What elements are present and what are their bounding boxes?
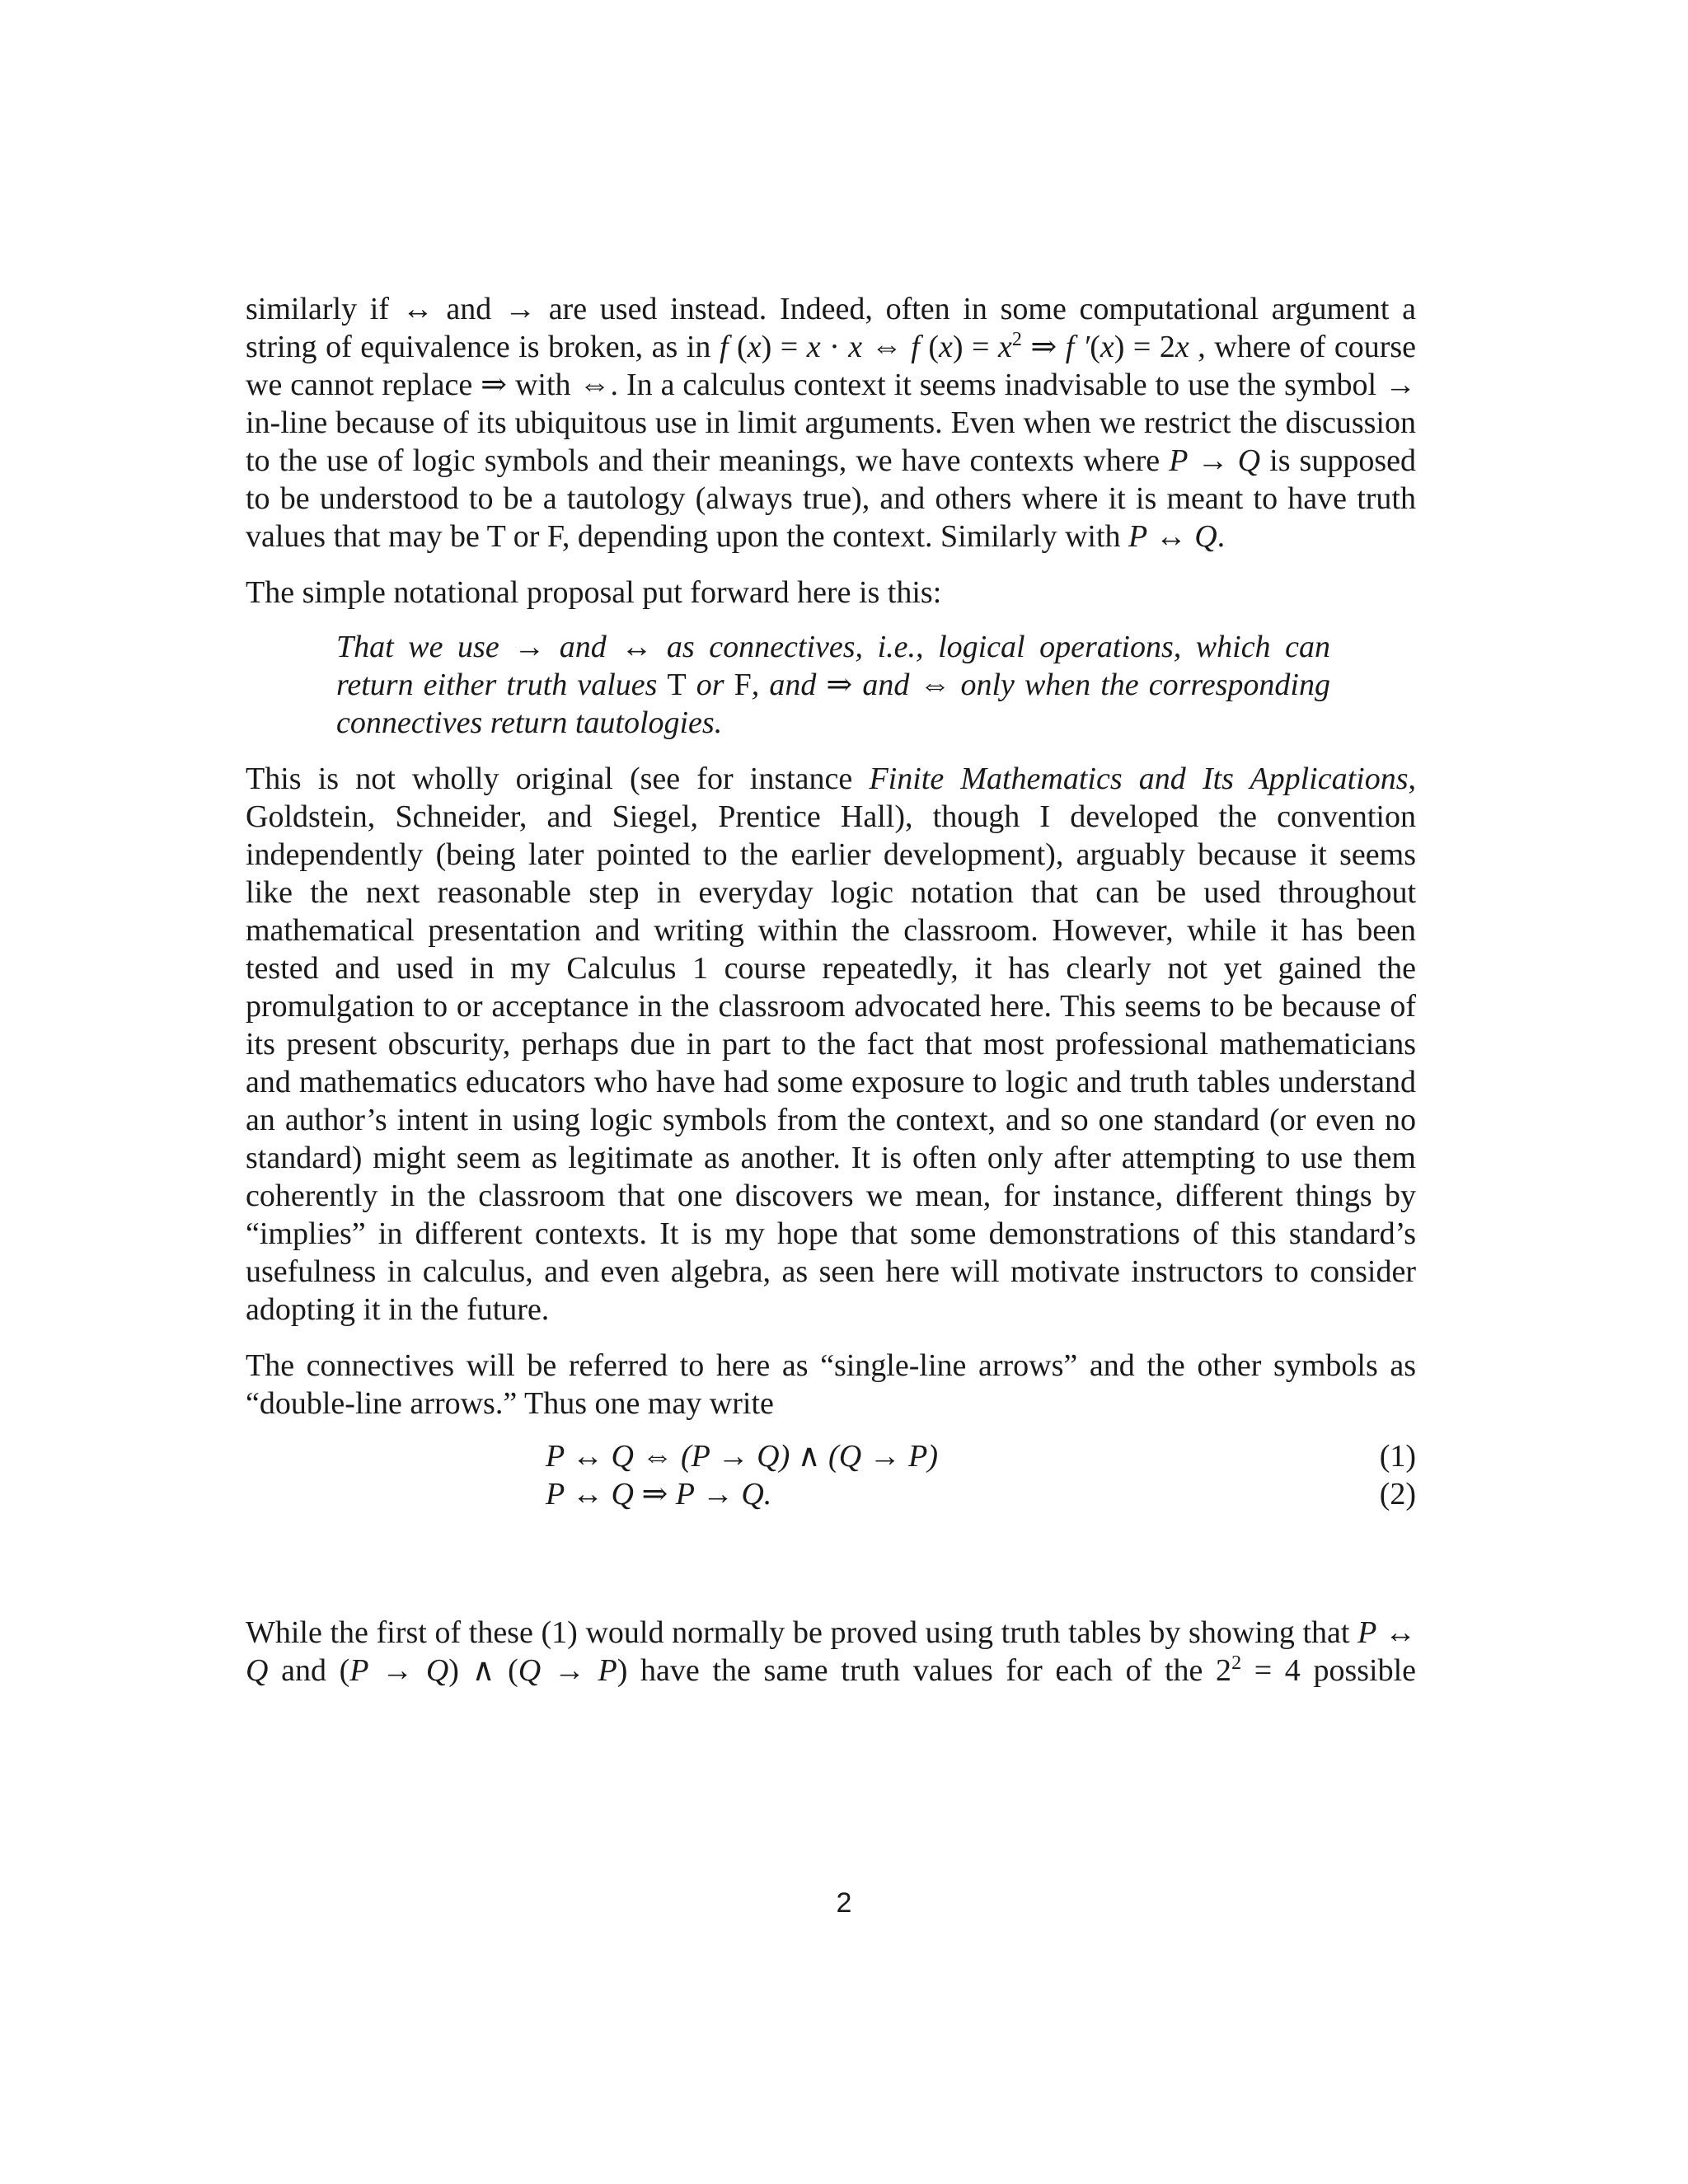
paragraph-2: The simple notational proposal put forward here is this:: [246, 575, 942, 610]
book-title: Finite Mathematics and Its Applications: [869, 762, 1409, 796]
paragraph-5: While the first of these (1) would normally be proved using truth tables by showing that P ↔ Q and (P → Q) ∧ (Q → P) have the same truth values for each of the $2^2 = 4$ possible: [246, 1615, 1417, 1688]
equation-number: (2): [1379, 1477, 1416, 1511]
paragraph-3: This is not wholly original (see for instance Finite Mathematics and Its Applications, Goldstein, Schneider, and Siegel, Prentice Hall), though I developed the convention independently (being later pointed to the earlier development), arguably because it seems like the next reasonable step in everyday logic notation that can be used throughout mathematical presentation and writing within the classroom. However, while it has been tested and used in my Calculus 1 course repeatedly, it has clearly not yet gained the promulgation to or acceptance in the classroom advocated here. This seems to be because of its present obscurity, perhaps due in part to the fact that most professional mathematicians and mathematics educators who have had some exposure to logic and truth tables understand an author’s intent in using logic symbols from the context, and so one standard (or even no standard) might seem as legitimate as another. It is often only after attempting to use them coherently in the classroom that one discovers we mean, for instance, different things by “implies” in different contexts. It is my hope that some demonstrations of this standard’s usefulness in calculus, and even algebra, as seen here will motivate instructors to consider adopting it in the future.: [246, 762, 1417, 1327]
paragraph-4: The connectives will be referred to here as “single-line arrows” and the other symbols as “double-line arrows.” Thus one may write: [246, 1348, 1416, 1421]
equation-row: [246, 1475, 1416, 1513]
equation-expression: P ↔ Q ⇔ (P → Q) ∧ (Q → P): [546, 1439, 939, 1474]
equation-expression: P ↔ Q ⇒ P → Q.: [546, 1477, 772, 1511]
equation-block: [246, 1437, 1416, 1516]
page-number: 2: [836, 1887, 852, 1919]
equation-row: [246, 1437, 1416, 1475]
equation-number: (1): [1379, 1439, 1416, 1474]
paragraph-1: similarly if ↔ and → are used instead. Indeed, often in some computational argument a string of equivalence is broken, as in f (x) = x · x ⇔ f $(x) = x^2$ ⇒ f ′(x) = 2x , where of course we cannot replace ⇒ with ⇔. In a calculus context it seems inadvisable to use the symbol → in-line because of its ubiquitous use in limit arguments. Even when we restrict the discussion to the use of logic symbols and their meanings, we have contexts where P → Q is supposed to be understood to be a tautology (always true), and others where it is meant to have truth values that may be T or F, depending upon the context. Similarly with P ↔ Q.: [246, 292, 1417, 554]
page-body: [246, 290, 1416, 1690]
proposal-quote: That we use → and ↔ as connectives, i.e., logical operations, which can return either truth values T or F, and ⇒ and ⇔ only when the corresponding connectives return tautologies.: [336, 630, 1330, 740]
